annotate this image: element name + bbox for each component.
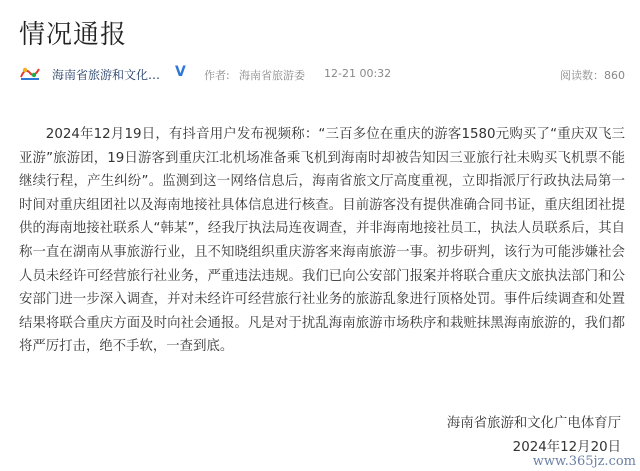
author-name: 海南省旅游委 bbox=[239, 69, 305, 82]
sign-date: 2024年12月20日 bbox=[512, 440, 621, 455]
article-meta bbox=[19, 63, 625, 85]
article-body bbox=[19, 123, 625, 359]
author-label: 作者: bbox=[204, 69, 230, 82]
body-paragraph: 2024年12月19日，有抖音用户发布视频称：“三百多位在重庆的游客1580元购买了“重庆双飞三亚游”旅游团，19日游客到重庆江北机场准备乘飞机到海南时却被告知因三亚旅行社未购买飞机票不能继续行程，产生纠纷”。监测到这一网络信息后，海南省旅文厅高度重视，立即指派厅行政执法局第一时间对重庆组团社以及海南地接社具体信息进行核查。目前游客没有提供准确合同书证，重庆组团社提供的海南地接社联系人“韩某”，经我厅执法局连夜调查，并非海南地接社员工，执法人员联系后，其自称一直在湖南从事旅游行业，且不知晓组织重庆游客来海南旅游一事。初步研判，该行为可能涉嫌社会人员未经许可经营旅行社业务，严重违法违规。我们已向公安部门报案并将联合重庆文旅执法部门和公安部门进一步深入调查，并对未经许可经营旅行社业务的旅游乱象进行顶格处罚。事件后续调查和处置结果将联合重庆方面及时向社会通报。凡是对于扰乱海南旅游市场秩序和栽赃抹黑海南旅游的，我们都将严厉打击，绝不手软，一查到底。 bbox=[19, 127, 625, 355]
account-name-link[interactable]: 海南省旅游和文化… bbox=[52, 68, 161, 82]
watermark: www.365jz.com bbox=[532, 454, 636, 469]
read-count: 阅读数：860 bbox=[560, 69, 625, 82]
verified-badge-icon: V bbox=[175, 64, 186, 80]
publish-time: 12-21 00:32 bbox=[324, 67, 392, 80]
department-logo[interactable] bbox=[19, 65, 41, 81]
signer: 海南省旅游和文化广电体育厅 bbox=[446, 416, 621, 431]
article-title: 情况通报 bbox=[19, 20, 128, 50]
